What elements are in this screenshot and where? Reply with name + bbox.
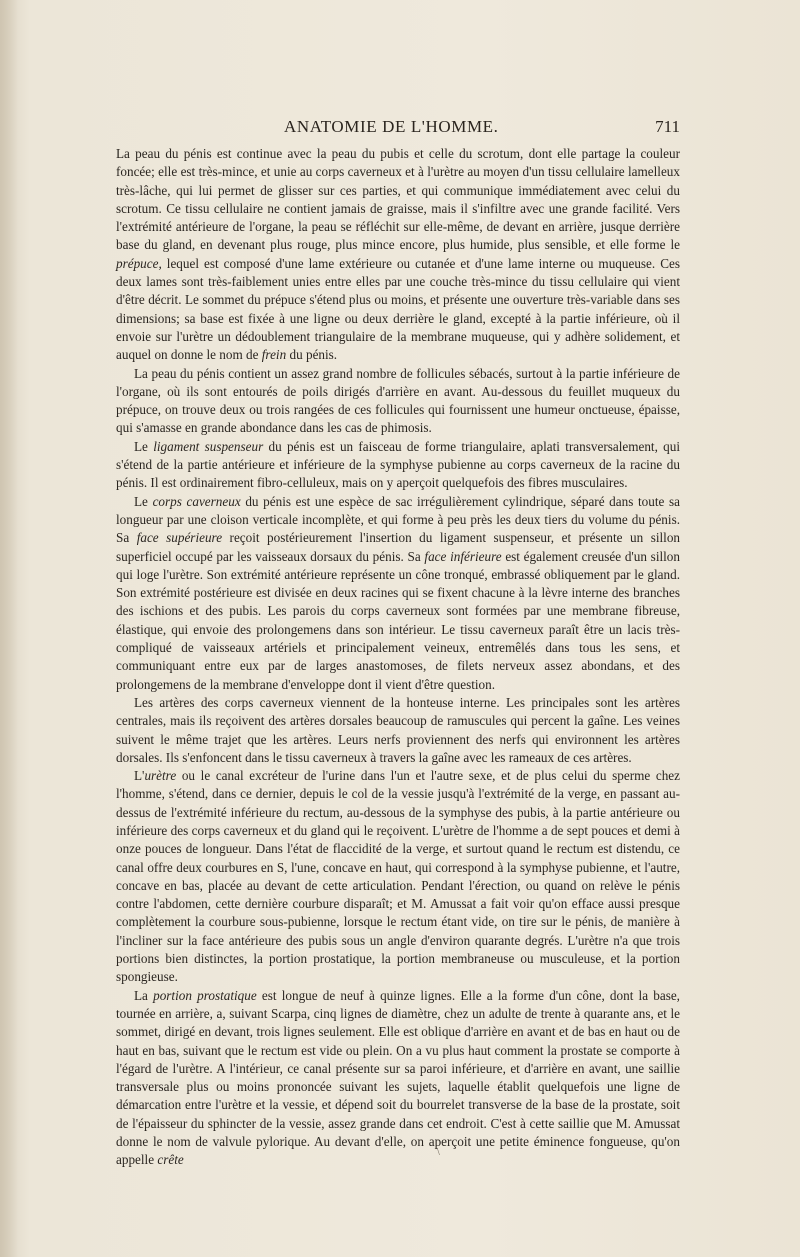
text-run: Le bbox=[134, 438, 154, 454]
paragraph bbox=[116, 694, 680, 767]
text-run: ou le canal excréteur de l'urine dans l'un et l'autre sexe, et de plus celui du sperme chez l'homme, s'étend, dans ce dernier, depuis le col de la vessie jusqu'à l'extrémité de la verge, en passant au-dessus de l'extrémité inférieure du rectum, au-dessous de la symphyse des pubis, à la partie antérieure ou inférieure des corps caverneux et du gland qui le reçoivent. L'urètre de l'homme a de sept pouces et demi à onze pouces de longueur. Dans l'état de flaccidité de la verge, et surtout quand le rectum est distendu, ce canal offre deux courbures en S, l'une, concave en haut, qui correspond à la symphyse pubienne, et l'autre, concave en bas, placée au devant de cette articulation. Pendant l'érection, ou quand on relève le pénis contre l'abdomen, cette dernière courbure disparaît; et M. Amussat a fait voir qu'on efface aussi presque complètement la courbure sous-pubienne, lorsque le rectum étant vide, on tire sur le pénis, de manière à l'incliner sur la face antérieure des pubis sous un angle d'environ quarante degrés. L'urètre n'a que trois portions bien distinctes, la portion prostatique, la portion membraneuse ou musculeuse, et la portion spongieuse. bbox=[116, 768, 680, 985]
text-run: L' bbox=[134, 768, 145, 784]
text-run: La peau du pénis est continue avec la peau du pubis et celle du scrotum, dont elle partage la couleur foncée; elle est très-mince, et unie au corps caverneux et à l'urètre au moyen d'un tissu cellulaire lamelleux très-lâche, qui lui permet de glisser sur ces parties, et qui communique immédiatement avec celui du scrotum. Ce tissu cellulaire ne contient jamais de graisse, mais il s'infiltre avec une grande facilité. Vers l'extrémité antérieure de l'organe, la peau se réfléchit sur elle-même, de devant en arrière, jusque derrière base du gland, en devenant plus rouge, plus mince encore, plus humide, plus sensible, et elle forme le bbox=[116, 146, 680, 253]
italic-term: crête bbox=[157, 1152, 184, 1168]
italic-term: face supérieure bbox=[136, 530, 223, 546]
body-text bbox=[116, 145, 680, 1170]
italic-term: prépuce, bbox=[116, 255, 162, 271]
paragraph bbox=[116, 767, 680, 987]
italic-term: ligament suspenseur bbox=[153, 438, 264, 454]
text-run: Les artères des corps caverneux viennent de la honteuse interne. Les principales sont les artères centrales, mais ils reçoivent des artères dorsales beaucoup de ramuscules qui percent la gaîne. Les veines suivent le même trajet que les artères. Leurs nerfs proviennent des nerfs qui environnent les artères dorsales. Ils s'enfoncent dans le tissu caverneux à travers la gaîne avec les rameaux de ces artères. bbox=[116, 694, 680, 765]
text-run: La peau du pénis contient un assez grand nombre de follicules sébacés, surtout à la partie inférieure de l'organe, où ils sont entourés de poils dirigés d'arrière en avant. Au-dessous du feuillet muqueux du prépuce, on trouve deux ou trois rangées de ces follicules qui fournissent une humeur onctueuse, épaisse, qui s'amasse en grande abondance dans les cas de phimosis. bbox=[116, 365, 680, 436]
text-run: reçoit postérieurement l'insertion du ligament suspenseur, et présente un sillon superficiel occupé par les vaisseaux dorsaux du pénis. Sa bbox=[116, 530, 681, 564]
page-number: 711 bbox=[655, 117, 680, 136]
paragraph bbox=[116, 493, 680, 694]
paragraph bbox=[116, 987, 680, 1170]
text-run: Le bbox=[134, 493, 153, 509]
stray-mark: \ bbox=[437, 1147, 440, 1158]
text-run: du pénis est un faisceau de forme triangulaire, aplati transversalement, qui s'étend de la partie antérieure et inférieure de la symphyse pubienne au corps caverneux de la racine du pénis. Il est ordinairement fibro-celluleux, mais on y aperçoit quelquefois des fibres musculaires. bbox=[116, 438, 680, 491]
italic-term: portion prostatique bbox=[153, 987, 257, 1003]
running-title: ANATOMIE DE L'HOMME. bbox=[284, 117, 499, 136]
text-run: du pénis est une espèce de sac irrégulièrement cylindrique, séparé dans toute sa longueur par une cloison verticale incomplète, et qui forme à peu près les deux tiers du volume du pénis. Sa bbox=[116, 493, 680, 546]
text-run: La bbox=[134, 987, 154, 1003]
gutter-shadow bbox=[0, 0, 18, 1257]
page-header bbox=[116, 117, 680, 139]
paragraph bbox=[116, 438, 680, 493]
italic-term: corps caverneux bbox=[152, 493, 241, 509]
text-run: est longue de neuf à quinze lignes. Elle a la forme d'un cône, dont la base, tournée en arrière, a, suivant Scarpa, cinq lignes de diamètre, chez un adulte de trente à quarante ans, et le sommet, dirigé en devant, trois lignes seulement. Elle est oblique d'arrière en avant et de bas en haut ou de haut en bas, suivant que le rectum est vide ou plein. On a vu plus haut comment la prostate se comporte à l'égard de l'urètre. A l'intérieur, ce canal présente sur sa paroi inférieure, et d'arrière en avant, une saillie transversale plus ou moins prononcée suivant les sujets, laquelle établit quelquefois une ligne de démarcation entre l'urètre et la vessie, et dépend soit du bourrelet transverse de la base de la prostate, soit de l'épaisseur du sphincter de la vessie, assez grande dans cet endroit. C'est à cette saillie que M. Amussat donne le nom de valvule pylorique. Au devant d'elle, on aperçoit une petite éminence fongueuse, qu'on appelle bbox=[116, 987, 680, 1168]
text-run: lequel est composé d'une lame extérieure ou cutanée et d'une lame interne ou muqueuse. Ces deux lames sont très-faiblement unies entre elles par une couche très-mince du tissu cellulaire qui vient d'être décrit. Le sommet du prépuce s'étend plus ou moins, et présente une ouverture très-variable dans ses dimensions; sa base est fixée à une ligne ou deux derrière le gland, excepté à la partie inférieure, où il envoie sur l'urètre un dédoublement triangulaire de la membrane muqueuse, qui y adhère solidement, et auquel on donne le nom de bbox=[116, 255, 680, 363]
italic-term: frein bbox=[261, 347, 287, 363]
paragraph bbox=[116, 145, 680, 365]
paragraph bbox=[116, 365, 680, 438]
italic-term: face inférieure bbox=[424, 548, 502, 564]
text-run: est également creusée d'un sillon qui loge l'urètre. Son extrémité antérieure représente un cône tronqué, embrassé obliquement par le gland. Son extrémité postérieure est divisée en deux racines qui se fixent chacune à la lèvre interne des branches des ischions et des pubis. Les parois du corps caverneux sont formées par une membrane fibreuse, élastique, qui envoie des prolongemens dans son intérieur. Le tissu caverneux paraît être un lacis très-compliqué de vaisseaux artériels et principalement veineux, entremêlés dans tous les sens, et communiquant entre eux par de larges anastomoses, de filets nerveux assez abondans, et des prolongemens de la membrane d'enveloppe dont il vient d'être question. bbox=[116, 548, 680, 692]
text-run: du pénis. bbox=[286, 347, 338, 363]
italic-term: urètre bbox=[144, 768, 177, 784]
